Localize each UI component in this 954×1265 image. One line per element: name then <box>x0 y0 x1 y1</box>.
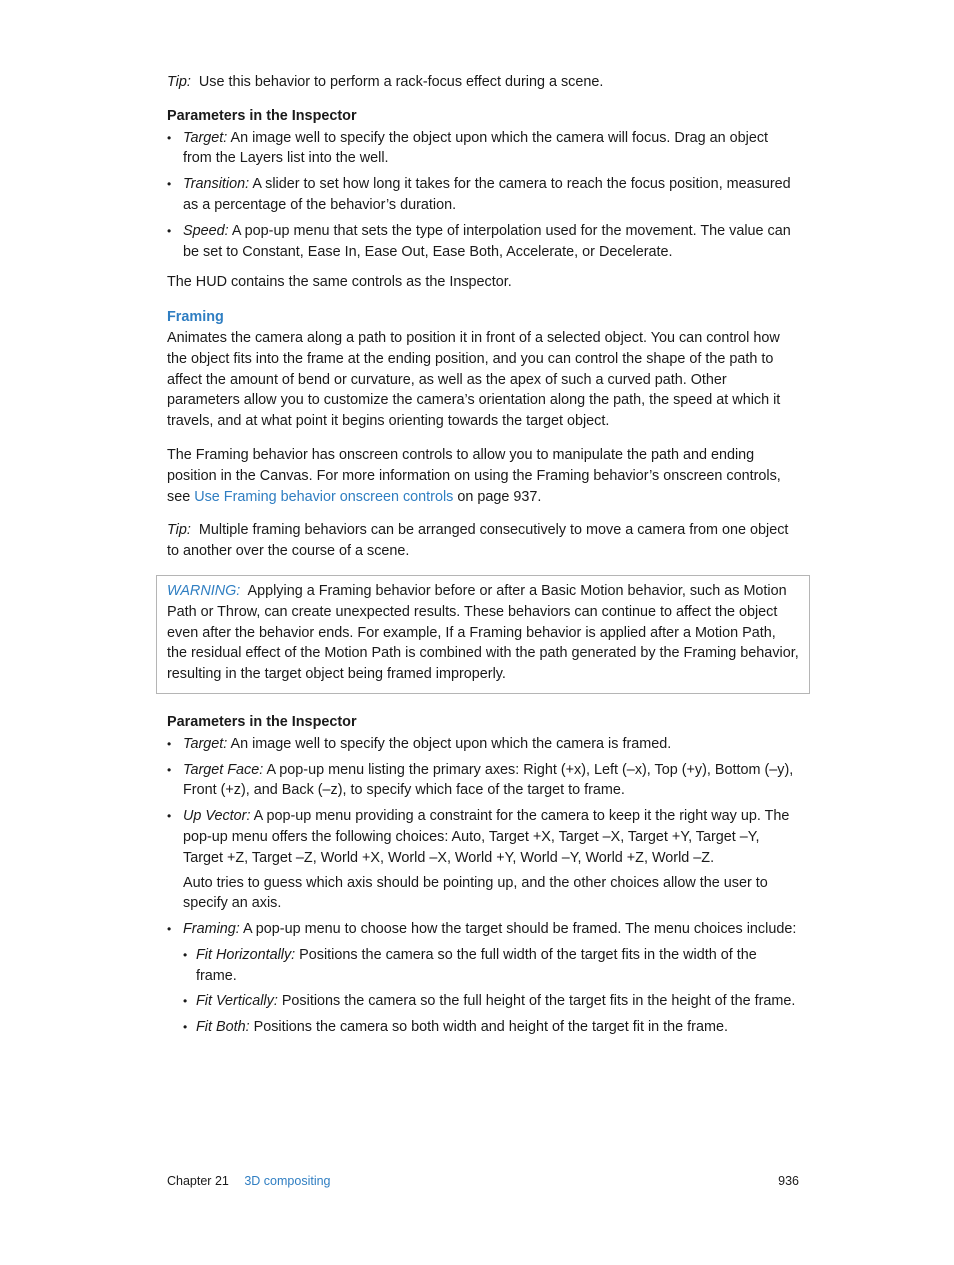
desc-up-vector: A pop-up menu providing a constraint for the camera to keep it the right way up. The pop-up menu offers the following choices: Auto, Target +X, Target –X, Target +Y, Target –Y, Target +Z, Target –Z, World +X, World –X, World +Y, World –Y, World +Z, World –Z. <box>183 808 790 866</box>
page-content <box>167 72 799 1043</box>
footer-chapter-link[interactable]: 3D compositing <box>244 1174 331 1188</box>
tip-multiple-framing <box>167 520 799 562</box>
term-speed: Speed: <box>183 222 229 239</box>
term-fit-vertically: Fit Vertically: <box>196 993 278 1010</box>
section-title-framing: Framing <box>167 309 224 326</box>
desc-transition: A slider to set how long it takes for the camera to reach the focus position, measured as a percentage of the behavior’s duration. <box>183 176 791 213</box>
warning-text: Applying a Framing behavior before or after a Basic Motion behavior, such as Motion Path or Throw, can create unexpected results. These behaviors can continue to affect the object even after the behavior ends. For example, If a Framing behavior is applied after a Motion Path, the residual effect of the Motion Path is combined with the path generated by the Framing behavior, resulting in the target object being framed improperly. <box>167 582 799 683</box>
tip-label: Tip: <box>167 74 191 90</box>
list-item <box>183 991 799 1012</box>
list-item <box>167 221 799 263</box>
term-framing: Framing: <box>183 921 240 938</box>
tip-text: Multiple framing behaviors can be arranged consecutively to move a camera from one object to another over the course of a scene. <box>167 522 789 560</box>
desc-target-face: A pop-up menu listing the primary axes: Right (+x), Left (–x), Top (+y), Bottom (–y), Front (+z), and Back (–z), to specify which face of the target to frame. <box>183 761 794 799</box>
term-target-face: Target Face: <box>183 761 264 778</box>
onscreen-text-after: on page 937. <box>457 488 542 505</box>
hud-note: The HUD contains the same controls as the Inspector. <box>167 274 512 291</box>
footer-chapter: Chapter 21 <box>167 1174 229 1188</box>
warning-label: WARNING: <box>167 582 241 599</box>
desc-fit-both: Positions the camera so both width and height of the target fit in the frame. <box>253 1019 728 1036</box>
warning-box <box>156 575 810 694</box>
term-transition: Transition: <box>183 176 250 193</box>
list-item <box>167 806 799 914</box>
list-item <box>167 919 799 1038</box>
footer-page-number: 936 <box>778 1174 799 1188</box>
tip-text: Use this behavior to perform a rack-focus effect during a scene. <box>198 74 604 90</box>
desc-speed: A pop-up menu that sets the type of interpolation used for the movement. The value can be set to Constant, Ease In, Ease Out, Ease Both, Accelerate, or Decelerate. <box>183 222 791 260</box>
tip-label: Tip: <box>167 522 191 539</box>
page-footer <box>167 1172 799 1190</box>
link-framing-onscreen-controls[interactable]: Use Framing behavior onscreen controls <box>194 488 454 505</box>
onscreen-text-before: The Framing behavior has onscreen controls to allow you to manipulate the path and ending position in the Canvas. For more information on using the Framing behavior’s onscreen controls, see <box>167 446 781 505</box>
list-item <box>183 945 799 987</box>
framing-onscreen-para <box>167 445 799 507</box>
term-fit-horizontally: Fit Horizontally: <box>196 946 296 963</box>
framing-choices-list <box>183 945 799 1038</box>
framing-intro: Animates the camera along a path to position it in front of a selected object. You can control how the object fits into the frame at the ending position, and you can control the shape of the path to affect the amount of bend or curvature, as well as the apex of such a curved path. Other parameters allow you to customize the camera’s orientation along the path, the speed at which it travels, and at what point it begins orienting towards the target object. <box>167 329 781 430</box>
list-item <box>167 174 799 216</box>
list-item <box>167 734 799 755</box>
desc-target: An image well to specify the object upon which the camera will focus. Drag an object from the Layers list into the well. <box>183 129 769 167</box>
list-item <box>167 760 799 802</box>
desc-fit-horizontally: Positions the camera so the full width of the target fits in the width of the frame. <box>196 946 757 984</box>
term-target: Target: <box>183 735 228 752</box>
params-list-focus <box>167 128 799 263</box>
params-heading-framing: Parameters in the Inspector <box>167 713 357 730</box>
desc-fit-vertically: Positions the camera so the full height of the target fits in the height of the frame. <box>281 993 796 1010</box>
params-heading-focus: Parameters in the Inspector <box>167 107 357 124</box>
list-item <box>183 1017 799 1038</box>
tip-rack-focus <box>167 72 799 93</box>
up-vector-note: Auto tries to guess which axis should be pointing up, and the other choices allow the user to specify an axis. <box>183 874 768 912</box>
params-list-framing <box>167 734 799 1038</box>
desc-framing: A pop-up menu to choose how the target should be framed. The menu choices include: <box>243 921 797 938</box>
term-fit-both: Fit Both: <box>196 1019 250 1036</box>
term-up-vector: Up Vector: <box>183 808 251 825</box>
list-item <box>167 128 799 170</box>
term-target: Target: <box>183 129 228 146</box>
desc-target: An image well to specify the object upon which the camera is framed. <box>230 735 672 752</box>
